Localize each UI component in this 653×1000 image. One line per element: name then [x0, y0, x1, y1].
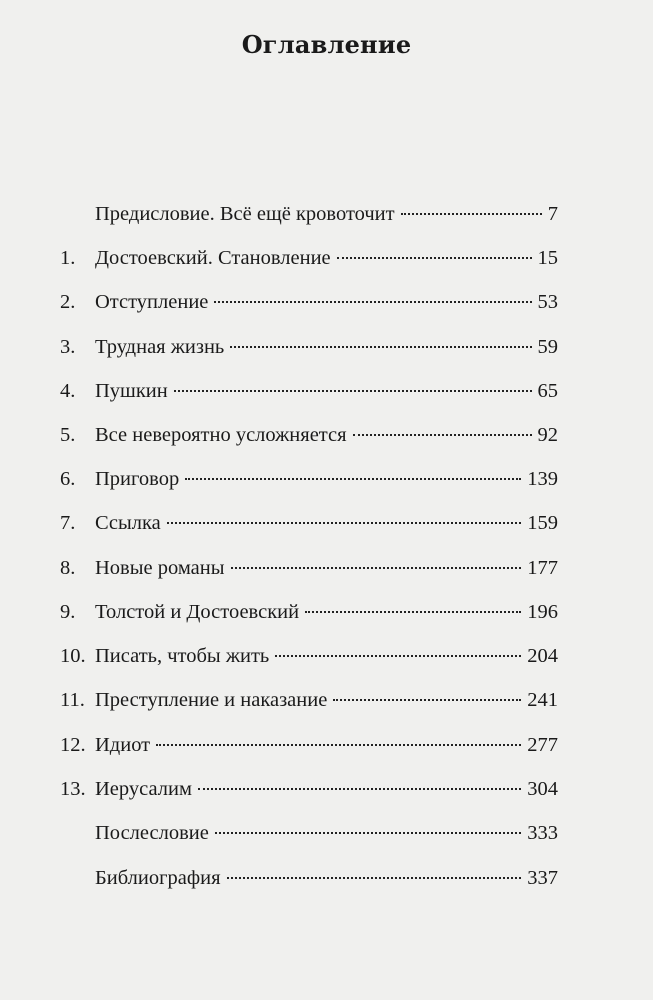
toc-entry: [60, 424, 558, 454]
entry-title: Ссылка: [95, 512, 161, 534]
toc-entry: [60, 512, 558, 542]
toc-entry: [60, 822, 558, 852]
entry-page: 53: [537, 291, 558, 313]
toc-entry: [60, 468, 558, 498]
toc-entry: [60, 867, 558, 897]
entry-title: Предисловие. Всё ещё кровоточит: [95, 203, 395, 225]
entry-page: 241: [527, 689, 558, 711]
dot-leader: [227, 877, 522, 879]
dot-leader: [156, 744, 521, 746]
entry-number: 9.: [60, 601, 76, 623]
entry-title: Все невероятно усложняется: [95, 424, 347, 446]
toc-entry: [60, 557, 558, 587]
dot-leader: [353, 434, 532, 436]
dot-leader: [337, 257, 532, 259]
entry-page: 277: [527, 734, 558, 756]
toc-entry: [60, 247, 558, 277]
entry-title: Писать, чтобы жить: [95, 645, 270, 667]
entry-page: 92: [537, 424, 558, 446]
entry-page: 15: [537, 247, 558, 269]
dot-leader: [214, 301, 531, 303]
entry-number: 4.: [60, 380, 76, 402]
dot-leader: [185, 478, 521, 480]
entry-title: Толстой и Достоевский: [95, 601, 300, 623]
entry-title: Преступление и наказание: [95, 689, 328, 711]
entry-number: 1.: [60, 247, 76, 269]
entry-number: 6.: [60, 468, 76, 490]
toc-entry: [60, 601, 558, 631]
entry-title: Приговор: [95, 468, 180, 490]
entry-title: Идиот: [95, 734, 151, 756]
entry-number: 7.: [60, 512, 76, 534]
entry-number: 8.: [60, 557, 76, 579]
dot-leader: [231, 567, 522, 569]
entry-title: Пушкин: [95, 380, 168, 402]
dot-leader: [305, 611, 521, 613]
dot-leader: [167, 522, 521, 524]
toc-entry: [60, 689, 558, 719]
entry-page: 177: [527, 557, 558, 579]
entry-title: Отступление: [95, 291, 209, 313]
entry-number: 11.: [60, 689, 85, 711]
entry-page: 7: [547, 203, 558, 225]
entry-title: Достоевский. Становление: [95, 247, 331, 269]
entry-page: 65: [537, 380, 558, 402]
toc-entry: [60, 778, 558, 808]
entry-title: Трудная жизнь: [95, 336, 225, 358]
entry-page: 337: [527, 867, 558, 889]
dot-leader: [198, 788, 521, 790]
toc-entry: [60, 734, 558, 764]
entry-page: 204: [527, 645, 558, 667]
toc-entry: [60, 380, 558, 410]
entry-number: 5.: [60, 424, 76, 446]
dot-leader: [333, 699, 521, 701]
dot-leader: [230, 346, 531, 348]
entry-title: Новые романы: [95, 557, 225, 579]
entry-number: 10.: [60, 645, 86, 667]
entry-number: 13.: [60, 778, 86, 800]
dot-leader: [174, 390, 532, 392]
entry-page: 139: [527, 468, 558, 490]
dot-leader: [275, 655, 521, 657]
dot-leader: [401, 213, 542, 215]
entry-number: 12.: [60, 734, 86, 756]
entry-title: Библиография: [95, 867, 221, 889]
page-title: Оглавление: [241, 30, 412, 59]
entry-page: 196: [527, 601, 558, 623]
entry-page: 59: [537, 336, 558, 358]
toc-entry: [60, 203, 558, 233]
toc-entry: [60, 645, 558, 675]
entry-page: 304: [527, 778, 558, 800]
toc-entry: [60, 291, 558, 321]
entry-number: 3.: [60, 336, 76, 358]
toc-entry: [60, 336, 558, 366]
entry-page: 159: [527, 512, 558, 534]
entry-page: 333: [527, 822, 558, 844]
entry-number: 2.: [60, 291, 76, 313]
entry-title: Послесловие: [95, 822, 209, 844]
entry-title: Иерусалим: [95, 778, 192, 800]
dot-leader: [215, 832, 521, 834]
